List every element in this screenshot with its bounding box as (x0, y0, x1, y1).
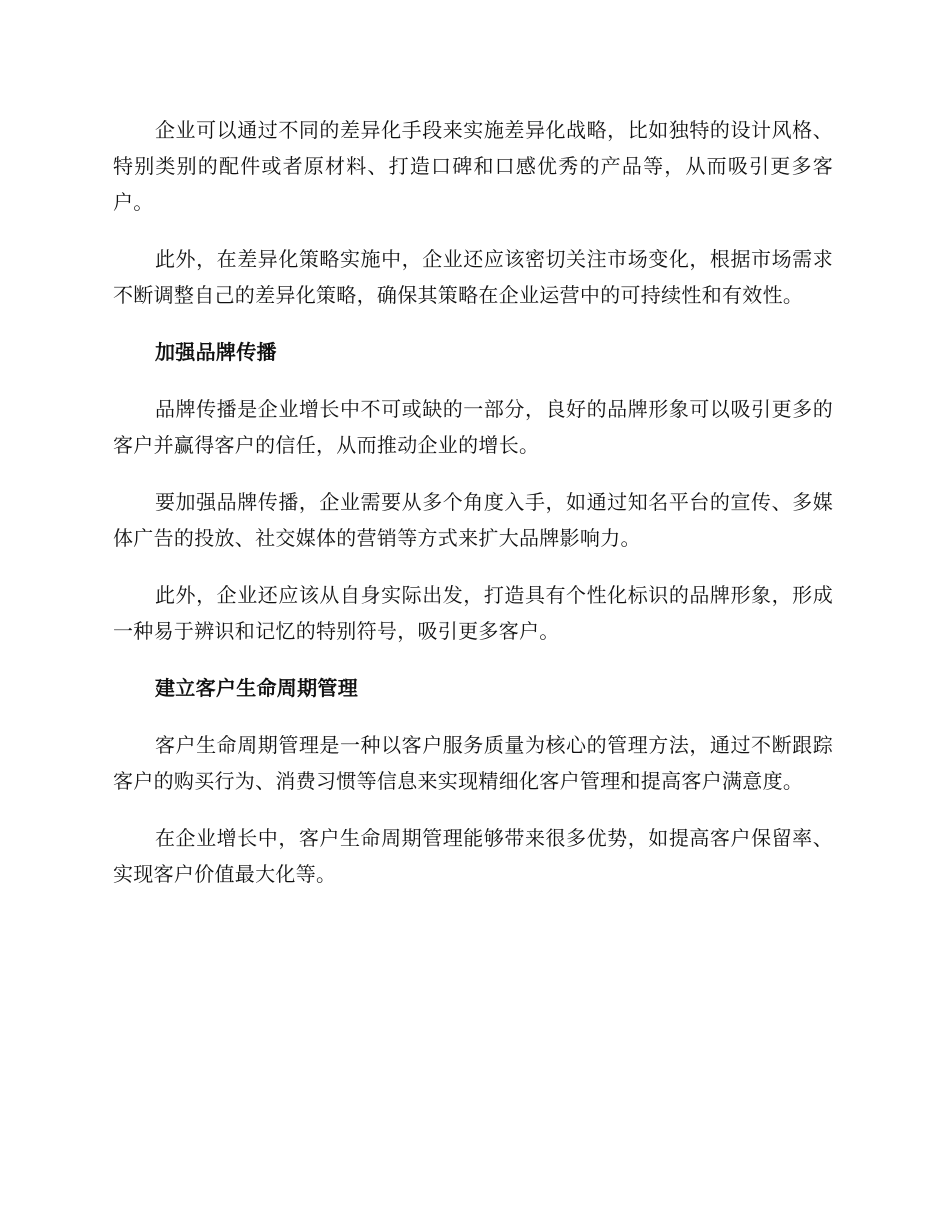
paragraph-differentiation-means: 企业可以通过不同的差异化手段来实施差异化战略，比如独特的设计风格、特别类别的配件或者原材料、打造口碑和口感优秀的产品等，从而吸引更多客户。 (113, 118, 833, 214)
paragraph-differentiation-adjustment: 此外，在差异化策略实施中，企业还应该密切关注市场变化，根据市场需求不断调整自己的差异化策略，确保其策略在企业运营中的可持续性和有效性。 (113, 247, 833, 307)
document-page (113, 112, 833, 913)
section-heading-brand: 加强品牌传播 (155, 340, 277, 364)
paragraph-brand-importance: 品牌传播是企业增长中不可或缺的一部分，良好的品牌形象可以吸引更多的客户并赢得客户的信任，从而推动企业的增长。 (113, 397, 833, 457)
paragraph-lifecycle-advantages: 在企业增长中，客户生命周期管理能够带来很多优势，如提高客户保留率、实现客户价值最大化等。 (113, 826, 833, 886)
paragraph-brand-channels: 要加强品牌传播，企业需要从多个角度入手，如通过知名平台的宣传、多媒体广告的投放、社交媒体的营销等方式来扩大品牌影响力。 (113, 490, 833, 550)
section-heading-customer-lifecycle: 建立客户生命周期管理 (155, 676, 358, 700)
paragraph-lifecycle-definition: 客户生命周期管理是一种以客户服务质量为核心的管理方法，通过不断跟踪客户的购买行为、消费习惯等信息来实现精细化客户管理和提高客户满意度。 (113, 733, 833, 793)
paragraph-brand-identity: 此外，企业还应该从自身实际出发，打造具有个性化标识的品牌形象，形成一种易于辨识和记忆的特别符号，吸引更多客户。 (113, 583, 833, 643)
